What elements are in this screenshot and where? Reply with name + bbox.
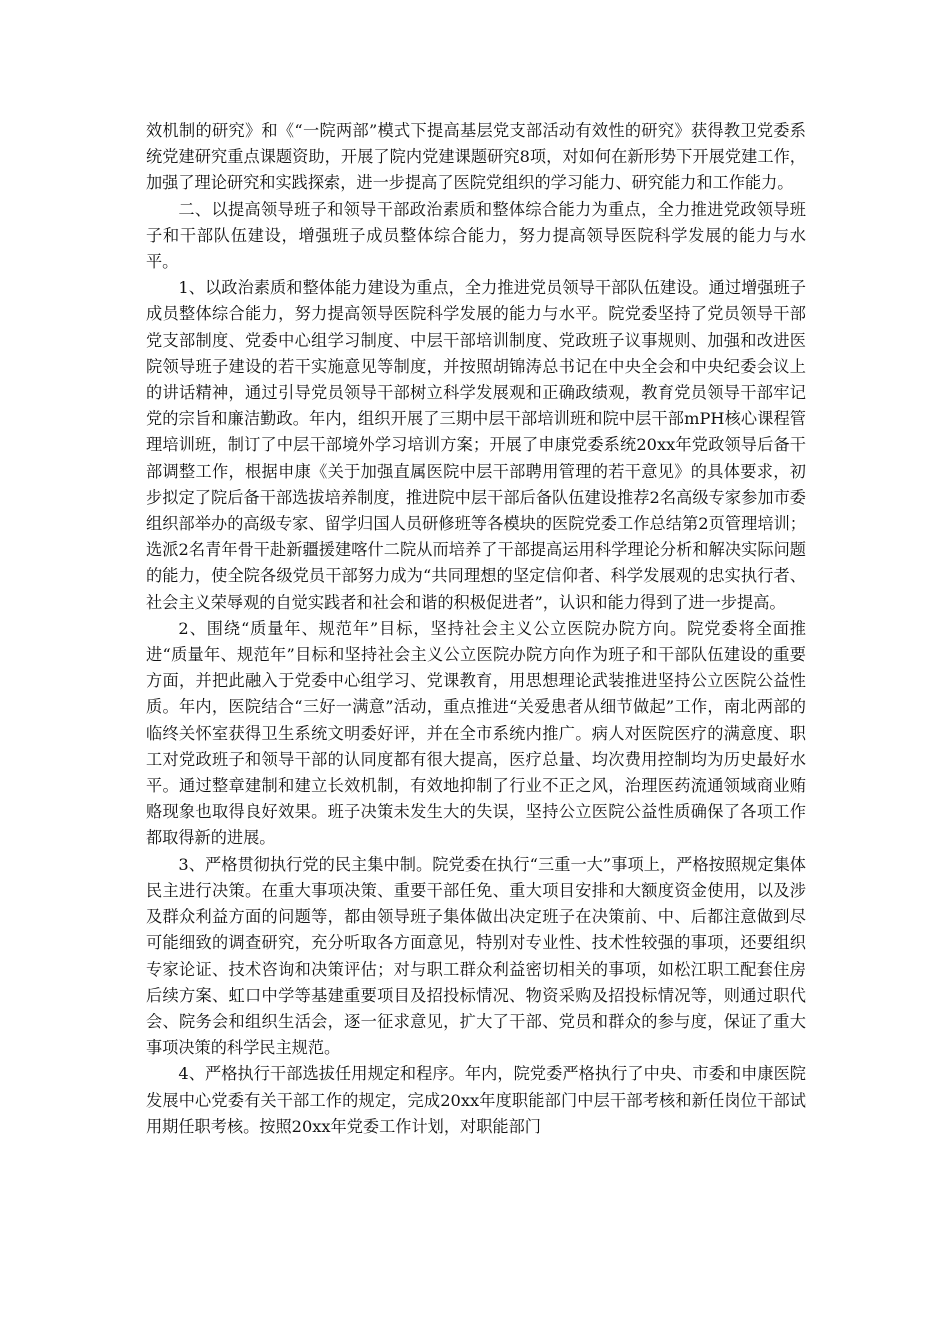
paragraph-item-3: 3、严格贯彻执行党的民主集中制。院党委在执行“三重一大”事项上，严格按照规定集体民主进行决策。在重大事项决策、重要干部任免、重大项目安排和大额度资金使用，以及涉及群众利益方面的问题等，都由领导班子集体做出决定班子在决策前、中、后都注意做到尽可能细致的调查研究，充分听取各方面意见，特别对专业性、技术性较强的事项，还要组织专家论证、技术咨询和决策评估；对与职工群众利益密切相关的事项，如松江职工配套住房后续方案、虹口中学等基建重要项目及招投标情况、物资采购及招投标情况等，则通过职代会、院务会和组织生活会，逐一征求意见，扩大了干部、党员和群众的参与度，保证了重大事项决策的科学民主规范。 <box>146 854 806 1058</box>
paragraph-section-two: 二、以提高领导班子和领导干部政治素质和整体综合能力为重点，全力推进党政领导班子和干部队伍建设，增强班子成员整体综合能力，努力提高领导医院科学发展的能力与水平。 <box>146 199 806 272</box>
paragraph-item-1: 1、以政治素质和整体能力建设为重点，全力推进党员领导干部队伍建设。通过增强班子成员整体综合能力，努力提高领导医院科学发展的能力与水平。院党委坚持了党员领导干部党支部制度、党委中心组学习制度、中层干部培训制度、党政班子议事规则、加强和改进医院领导班子建设的若干实施意见等制度，并按照胡锦涛总书记在中央全会和中央纪委会议上的讲话精神，通过引导党员领导干部树立科学发展观和正确政绩观，教育党员领导干部牢记党的宗旨和廉洁勤政。年内，组织开展了三期中层干部培训班和院中层干部mPH核心课程管理培训班，制订了中层干部境外学习培训方案；开展了申康党委系统20xx年党政领导后备干部调整工作，根据申康《关于加强直属医院中层干部聘用管理的若干意见》的具体要求，初步拟定了院后备干部选拔培养制度，推进院中层干部后备队伍建设推荐2名高级专家参加市委组织部举办的高级专家、留学归国人员研修班等各模块的医院党委工作总结第2页管理培训；选派2名青年骨干赴新疆援建喀什二院从而培养了干部提高运用科学理论分析和解决实际问题的能力，使全院各级党员干部努力成为“共同理想的坚定信仰者、科学发展观的忠实执行者、社会主义荣辱观的自觉实践者和社会和谐的积极促进者”，认识和能力得到了进一步提高。 <box>146 278 806 612</box>
paragraph-item-4: 4、严格执行干部选拔任用规定和程序。年内，院党委严格执行了中央、市委和申康医院发展中心党委有关干部工作的规定，完成20xx年度职能部门中层干部考核和新任岗位干部试用期任职考核。按照20xx年党委工作计划，对职能部门 <box>146 1064 806 1136</box>
document-body <box>146 118 806 1140</box>
paragraph-item-2: 2、围绕“质量年、规范年”目标，坚持社会主义公立医院办院方向。院党委将全面推进“质量年、规范年”目标和坚持社会主义公立医院办院方向作为班子和干部队伍建设的重要方面，并把此融入于党委中心组学习、党课教育，用思想理论武装推进坚持公立医院公益性质。年内，医院结合“三好一满意”活动，重点推进“关爱患者从细节做起”工作，南北两部的临终关怀室获得卫生系统文明委好评，并在全市系统内推广。病人对医院医疗的满意度、职工对党政班子和领导干部的认同度都有很大提高，医疗总量、均次费用控制均为历史最好水平。通过整章建制和建立长效机制，有效地抑制了行业不正之风，治理医药流通领域商业贿赂现象也取得良好效果。班子决策未发生大的失误，坚持公立医院公益性质确保了各项工作都取得新的进展。 <box>146 618 806 848</box>
paragraph-continuation: 效机制的研究》和《“一院两部”模式下提高基层党支部活动有效性的研究》获得教卫党委系统党建研究重点课题资助，开展了院内党建课题研究8项，对如何在新形势下开展党建工作，加强了理论研究和实践探索，进一步提高了医院党组织的学习能力、研究能力和工作能力。 <box>146 121 806 193</box>
